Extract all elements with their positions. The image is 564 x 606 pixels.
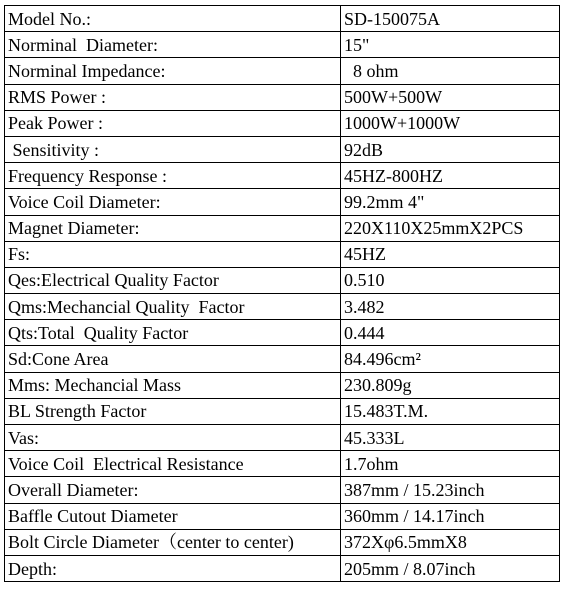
spec-value: 92dB [341, 136, 560, 162]
spec-value: 45HZ-800HZ [341, 163, 560, 189]
table-row [5, 477, 560, 503]
spec-value: 360mm / 14.17inch [341, 503, 560, 529]
spec-value: 15.483T.M. [341, 398, 560, 424]
spec-value: 205mm / 8.07inch [341, 555, 560, 581]
spec-table [4, 5, 560, 582]
spec-label: Qts:Total Quality Factor [5, 320, 341, 346]
table-row [5, 320, 560, 346]
table-row [5, 163, 560, 189]
spec-value: 387mm / 15.23inch [341, 477, 560, 503]
spec-value: 45.333L [341, 425, 560, 451]
spec-value: 15" [341, 32, 560, 58]
table-row [5, 84, 560, 110]
table-row [5, 6, 560, 32]
spec-label: Overall Diameter: [5, 477, 341, 503]
spec-label: Vas: [5, 425, 341, 451]
spec-value: 0.510 [341, 267, 560, 293]
spec-value: 99.2mm 4" [341, 189, 560, 215]
spec-label: Sd:Cone Area [5, 346, 341, 372]
spec-value: 1000W+1000W [341, 110, 560, 136]
spec-label: Frequency Response : [5, 163, 341, 189]
spec-label: BL Strength Factor [5, 398, 341, 424]
table-row [5, 215, 560, 241]
spec-label: Qms:Mechancial Quality Factor [5, 294, 341, 320]
spec-label: Mms: Mechancial Mass [5, 372, 341, 398]
spec-label: Depth: [5, 555, 341, 581]
table-row [5, 136, 560, 162]
spec-value: 500W+500W [341, 84, 560, 110]
spec-label: Sensitivity : [5, 136, 341, 162]
table-row [5, 372, 560, 398]
spec-label: Fs: [5, 241, 341, 267]
spec-value: 1.7ohm [341, 451, 560, 477]
spec-value: 8 ohm [341, 58, 560, 84]
spec-label: Model No.: [5, 6, 341, 32]
table-row [5, 241, 560, 267]
table-row [5, 58, 560, 84]
table-row [5, 398, 560, 424]
spec-label: Voice Coil Electrical Resistance [5, 451, 341, 477]
spec-label: Voice Coil Diameter: [5, 189, 341, 215]
table-row [5, 110, 560, 136]
spec-value: 230.809g [341, 372, 560, 398]
table-row [5, 529, 560, 555]
table-row [5, 267, 560, 293]
spec-value: 3.482 [341, 294, 560, 320]
spec-value: 372Xφ6.5mmX8 [341, 529, 560, 555]
spec-label: Magnet Diameter: [5, 215, 341, 241]
spec-label: Baffle Cutout Diameter [5, 503, 341, 529]
spec-table-body [5, 6, 560, 582]
spec-label: Norminal Diameter: [5, 32, 341, 58]
table-row [5, 189, 560, 215]
spec-label: Bolt Circle Diameter（center to center) [5, 529, 341, 555]
spec-label: Peak Power : [5, 110, 341, 136]
spec-value: SD-150075A [341, 6, 560, 32]
table-row [5, 555, 560, 581]
table-row [5, 451, 560, 477]
spec-label: RMS Power : [5, 84, 341, 110]
spec-value: 84.496cm² [341, 346, 560, 372]
table-row [5, 425, 560, 451]
spec-value: 0.444 [341, 320, 560, 346]
table-row [5, 294, 560, 320]
spec-value: 220X110X25mmX2PCS [341, 215, 560, 241]
table-row [5, 503, 560, 529]
spec-value: 45HZ [341, 241, 560, 267]
spec-label: Norminal Impedance: [5, 58, 341, 84]
table-row [5, 346, 560, 372]
table-row [5, 32, 560, 58]
spec-label: Qes:Electrical Quality Factor [5, 267, 341, 293]
